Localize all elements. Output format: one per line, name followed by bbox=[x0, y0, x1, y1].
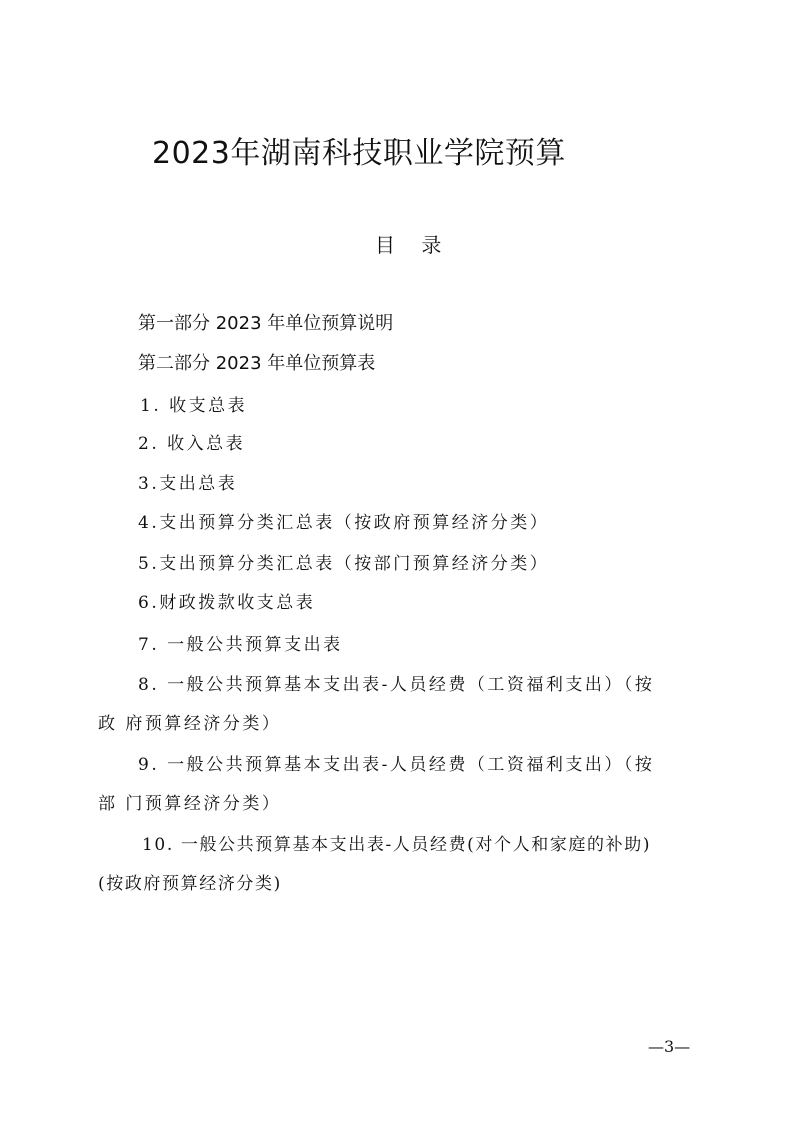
toc-item-10-line2: (按政府预算经济分类) bbox=[98, 874, 282, 894]
toc-item-8-line1: 8. 一般公共预算基本支出表-人员经费（工资福利支出）（按 bbox=[138, 675, 655, 695]
toc-item-7: 7. 一般公共预算支出表 bbox=[138, 635, 343, 655]
page-title: 2023年湖南科技职业学院预算 bbox=[152, 136, 566, 171]
toc-item-10-line1: 10. 一般公共预算基本支出表-人员经费(对个人和家庭的补助) bbox=[142, 835, 652, 855]
toc-item-9-line2: 部 门预算经济分类） bbox=[98, 794, 282, 814]
toc-part-2: 第二部分 2023 年单位预算表 bbox=[138, 353, 376, 374]
toc-item-8-line2: 政 府预算经济分类） bbox=[98, 714, 282, 734]
toc-heading: 目 录 bbox=[375, 233, 452, 257]
toc-item-5: 5.支出预算分类汇总表（按部门预算经济分类） bbox=[138, 554, 550, 574]
toc-item-9-line1: 9. 一般公共预算基本支出表-人员经费（工资福利支出）（按 bbox=[138, 755, 655, 775]
toc-item-1: 1. 收支总表 bbox=[140, 396, 248, 416]
toc-item-3: 3.支出总表 bbox=[138, 474, 238, 494]
toc-item-6: 6.财政拨款收支总表 bbox=[138, 593, 316, 613]
toc-item-2: 2. 收入总表 bbox=[138, 434, 246, 454]
toc-item-4: 4.支出预算分类汇总表（按政府预算经济分类） bbox=[138, 513, 550, 533]
page-number: —3— bbox=[648, 1037, 691, 1056]
toc-part-1: 第一部分 2023 年单位预算说明 bbox=[138, 313, 394, 334]
